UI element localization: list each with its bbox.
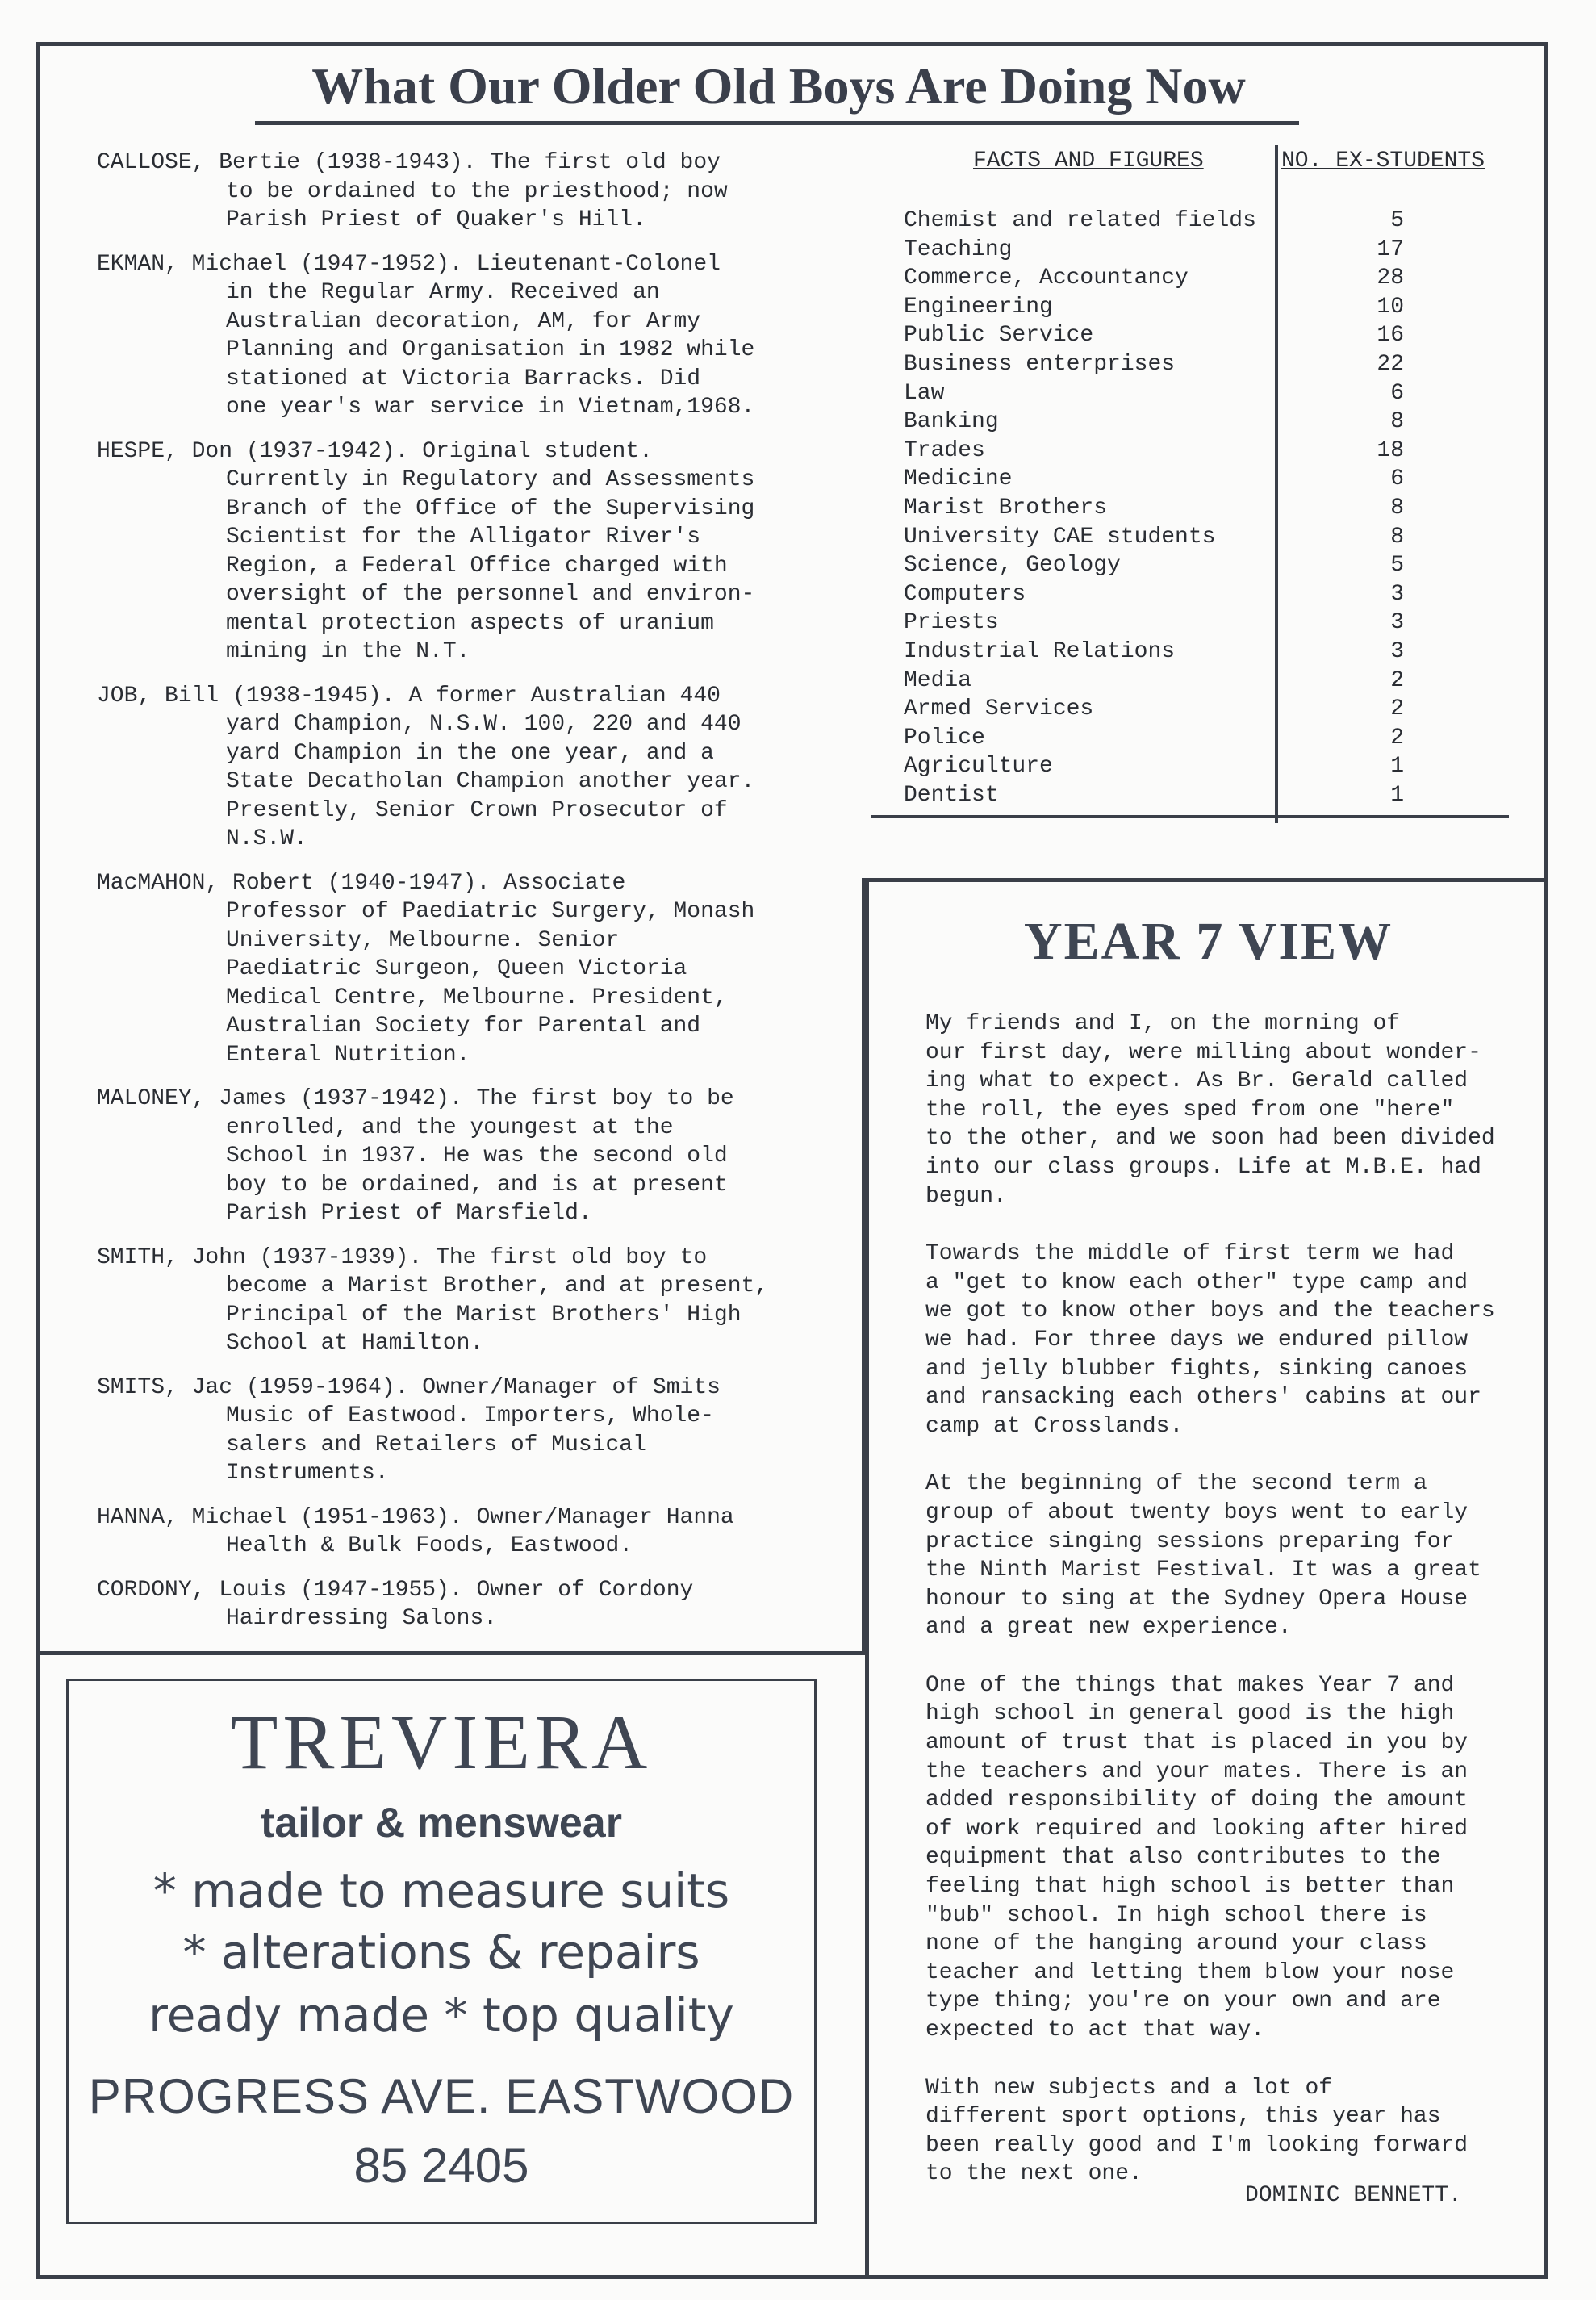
old-boy-entry: HESPE, Don (1937-1942). Original student. Currently in Regulatory and Assessments Branch of the Office of the Supervising Scientist for the Alligator River's Region, a Federal Office charged with oversight of the personnel and environ- mental protection aspects of uranium mining in the N.T.	[97, 438, 755, 664]
facts-field: Law	[904, 380, 945, 406]
title-underline	[255, 121, 1299, 125]
facts-row	[904, 379, 1469, 408]
facts-table	[871, 148, 1509, 859]
facts-field: University CAE students	[904, 524, 1216, 550]
advert-name: TREVIERA	[230, 1699, 653, 1785]
facts-row	[904, 465, 1469, 494]
facts-field: Science, Geology	[904, 553, 1121, 579]
facts-count: 3	[1390, 581, 1404, 607]
old-boy-entry: HANNA, Michael (1951-1963). Owner/Manager Hanna Health & Bulk Foods, Eastwood.	[97, 1504, 734, 1558]
page-title: What Our Older Old Boys Are Doing Now	[311, 57, 1246, 115]
year7-title: YEAR 7 VIEW	[1023, 912, 1393, 971]
old-boy-entry: CORDONY, Louis (1947-1955). Owner of Cordony Hairdressing Salons.	[97, 1577, 694, 1631]
facts-count: 5	[1390, 553, 1404, 579]
facts-row	[904, 551, 1469, 580]
facts-count: 8	[1390, 495, 1404, 521]
facts-row	[904, 667, 1469, 696]
advert-phone: 85 2405	[353, 2139, 529, 2193]
facts-field: Engineering	[904, 294, 1053, 320]
facts-count: 16	[1377, 323, 1404, 349]
facts-count: 2	[1390, 667, 1404, 693]
facts-field: Police	[904, 725, 985, 751]
facts-count: 1	[1390, 782, 1404, 808]
old-boy-entry: CALLOSE, Bertie (1938-1943). The first old boy to be ordained to the priesthood; now Parish Priest of Quaker's Hill.	[97, 150, 728, 232]
year7-article	[925, 1010, 1539, 2218]
facts-field: Dentist	[904, 782, 999, 808]
facts-field: Industrial Relations	[904, 638, 1176, 664]
facts-field: Commerce, Accountancy	[904, 266, 1189, 291]
facts-row	[904, 752, 1469, 781]
facts-row	[904, 350, 1469, 379]
article-author: DOMINIC BENNETT.	[1245, 2183, 1462, 2208]
facts-field: Public Service	[904, 323, 1094, 349]
facts-row	[904, 236, 1469, 265]
facts-field: Trades	[904, 437, 985, 463]
facts-row	[904, 608, 1469, 638]
facts-field: Medicine	[904, 466, 1013, 492]
article-paragraph: At the beginning of the second term a group of about twenty boys went to early practice singing sessions preparing for the Ninth Marist Festival. It was a great honour to sing at the Sydney Opera House and a great new experience.	[925, 1471, 1481, 1641]
facts-row	[904, 408, 1469, 437]
article-paragraph: My friends and I, on the morning of our first day, were milling about wonder- ing what to expect. As Br. Gerald called the roll, the eyes sped from one "here" to the other, and we soon had been divided into our class groups. Life at M.B.E. had begun.	[925, 1011, 1495, 1209]
section-divider	[36, 1651, 865, 1655]
old-boy-entry: MALONEY, James (1937-1942). The first boy to be enrolled, and the youngest at the School in 1937. He was the second old boy to be ordained, and is at present Parish Priest of Marsfield.	[97, 1086, 734, 1226]
old-boy-entry: JOB, Bill (1938-1945). A former Australian 440 yard Champion, N.S.W. 100, 220 and 440 yard Champion in the one year, and a State Decatholan Champion another year. Presently, Senior Crown Prosecutor of N.S.W.	[97, 683, 755, 851]
facts-count: 6	[1390, 466, 1404, 492]
facts-field: Priests	[904, 610, 999, 636]
facts-count: 2	[1390, 725, 1404, 751]
facts-rows	[904, 207, 1469, 809]
facts-row	[904, 207, 1469, 236]
advert-subtitle: tailor & menswear	[261, 1800, 622, 1846]
year7-section	[865, 878, 1548, 2279]
facts-row	[904, 293, 1469, 322]
old-boy-entry: MacMAHON, Robert (1940-1947). Associate Professor of Paediatric Surgery, Monash University, Melbourne. Senior Paediatric Surgeon, Queen Victoria Medical Centre, Melbourne. President, Australian Society for Parental and Enteral Nutrition.	[97, 870, 755, 1068]
facts-field: Agriculture	[904, 754, 1053, 780]
facts-field: Teaching	[904, 236, 1013, 262]
facts-count: 18	[1377, 437, 1404, 463]
old-boy-entry: EKMAN, Michael (1947-1952). Lieutenant-Colonel in the Regular Army. Received an Australian decoration, AM, for Army Planning and Organisation in 1982 while stationed at Victoria Barracks. Did one year's war service in Vietnam,1968.	[97, 251, 755, 420]
facts-row	[904, 523, 1469, 552]
facts-count: 6	[1390, 380, 1404, 406]
article-paragraph: With new subjects and a lot of different sport options, this year has been really good and I'm looking forward to the next one.	[925, 2075, 1469, 2187]
facts-count: 3	[1390, 638, 1404, 664]
facts-row	[904, 724, 1469, 753]
advert-address: PROGRESS AVE. EASTWOOD	[88, 2069, 795, 2123]
facts-count: 2	[1390, 696, 1404, 722]
facts-field: Banking	[904, 409, 999, 435]
facts-count: 22	[1377, 351, 1404, 377]
article-paragraph: One of the things that makes Year 7 and high school in general good is the high amount of trust that is placed in you by the teachers and your mates. There is an added responsibility of doing the amount of work required and looking after hired equipment that also contributes to the feeling that high school is better than "bub" school. In high school there is none of the hanging around your class teacher and letting them blow your nose type thing; you're on your own and are expected to act that way.	[925, 1672, 1469, 2043]
facts-row	[904, 580, 1469, 609]
facts-row	[904, 437, 1469, 466]
facts-header-field: FACTS AND FIGURES	[973, 148, 1204, 174]
facts-count: 3	[1390, 610, 1404, 636]
facts-field: Business enterprises	[904, 351, 1176, 377]
advert-line: * made to measure suits	[152, 1863, 730, 1918]
advert-line: ready made * top quality	[148, 1988, 734, 2043]
facts-row	[904, 695, 1469, 724]
facts-field: Marist Brothers	[904, 495, 1108, 521]
facts-row	[904, 321, 1469, 350]
old-boy-entry: SMITH, John (1937-1939). The first old boy to become a Marist Brother, and at present, Principal of the Marist Brothers' High School at Hamilton.	[97, 1244, 769, 1356]
facts-count: 28	[1377, 266, 1404, 291]
facts-count: 10	[1377, 294, 1404, 320]
old-boys-list	[97, 148, 823, 1649]
facts-count: 1	[1390, 754, 1404, 780]
old-boy-entry: SMITS, Jac (1959-1964). Owner/Manager of Smits Music of Eastwood. Importers, Whole- salers and Retailers of Musical Instruments.	[97, 1374, 721, 1486]
facts-count: 8	[1390, 524, 1404, 550]
facts-row	[904, 494, 1469, 523]
facts-field: Armed Services	[904, 696, 1094, 722]
facts-field: Chemist and related fields	[904, 208, 1256, 233]
facts-row	[904, 638, 1469, 667]
facts-field: Computers	[904, 581, 1026, 607]
article-paragraph: Towards the middle of first term we had a "get to know each other" type camp and we got to know other boys and the teachers we had. For three days we endured pillow and jelly blubber fights, sinking canoes and ransacking each others' cabins at our camp at Crosslands.	[925, 1241, 1495, 1439]
facts-count: 17	[1377, 236, 1404, 262]
facts-count: 8	[1390, 409, 1404, 435]
facts-row	[904, 264, 1469, 293]
advert-line: * alterations & repairs	[182, 1925, 700, 1980]
facts-baseline	[871, 815, 1509, 818]
treviera-advert	[66, 1679, 817, 2224]
facts-field: Media	[904, 667, 972, 693]
facts-row	[904, 781, 1469, 810]
facts-header-count: NO. EX-STUDENTS	[1281, 148, 1485, 174]
facts-count: 5	[1390, 208, 1404, 233]
